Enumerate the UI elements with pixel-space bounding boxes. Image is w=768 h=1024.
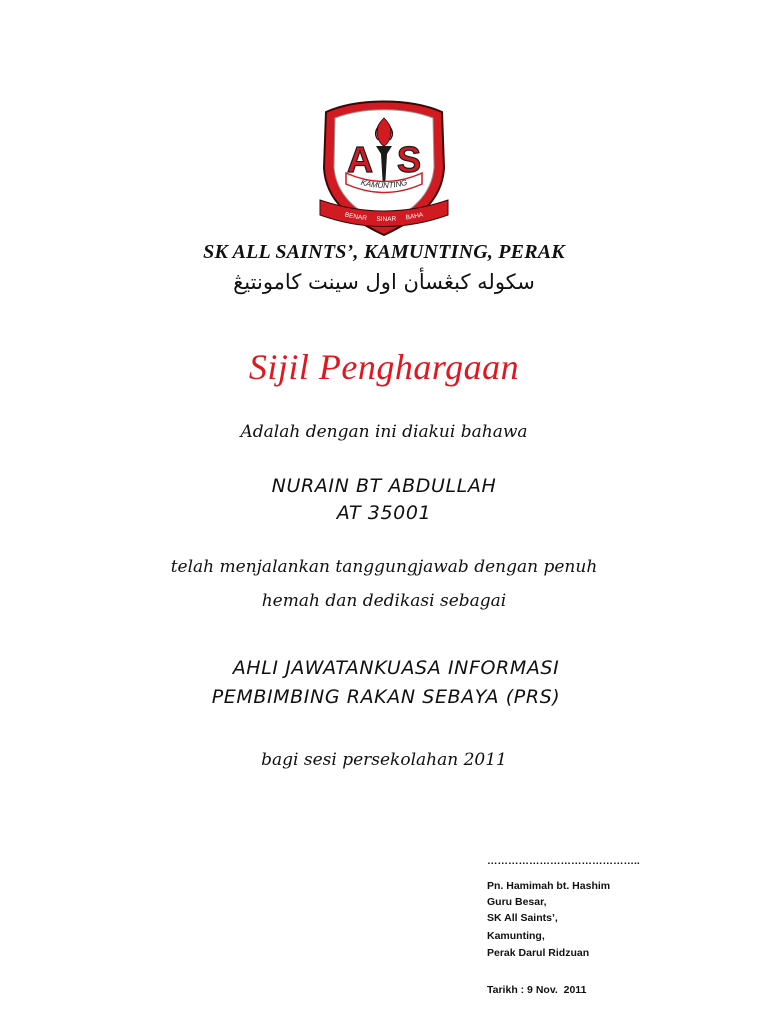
certificate-intro: Adalah dengan ini diakui bahawa [240, 422, 528, 442]
signatory-state: Perak Darul Ridzuan [487, 947, 590, 959]
recipient-id: AT 35001 [336, 502, 432, 524]
school-name: SK ALL SAINTS’, KAMUNTING, PERAK [203, 241, 565, 263]
school-crest-logo [318, 92, 450, 238]
role-line-2: PEMBIMBING RAKAN SEBAYA (PRS) [211, 686, 561, 708]
school-name-jawi: سکوله کبڠسأن اول سينت کامونتيڠ [233, 270, 535, 294]
role-line-1: AHLI JAWATANKUASA INFORMASI [232, 657, 560, 679]
motto-word-1: BENAR [344, 211, 368, 223]
signature-line: …………………………………….. [487, 855, 640, 867]
signatory-title: Guru Besar, [487, 896, 547, 908]
crest-kamunting-text: KAMUNTING [359, 177, 409, 191]
crest-letter-a: A [347, 139, 373, 180]
crest-letter-s: S [396, 139, 422, 180]
signatory-town: Kamunting, [487, 930, 545, 942]
session-text: bagi sesi persekolahan 2011 [261, 750, 507, 770]
recipient-name: NURAIN BT ABDULLAH [271, 475, 497, 497]
signatory-school: SK All Saints’, [487, 912, 558, 924]
motto-word-2: SINAR [376, 215, 397, 224]
certificate-title: Sijil Penghargaan [248, 347, 520, 387]
signatory-name: Pn. Hamimah bt. Hashim [487, 880, 611, 892]
statement-line-1: telah menjalankan tanggungjawab dengan penuh [170, 557, 598, 577]
certificate-date: Tarikh : 9 Nov. 2011 [487, 984, 587, 996]
statement-line-2: hemah dan dedikasi sebagai [261, 591, 507, 611]
motto-word-3: BAHA [405, 211, 424, 222]
